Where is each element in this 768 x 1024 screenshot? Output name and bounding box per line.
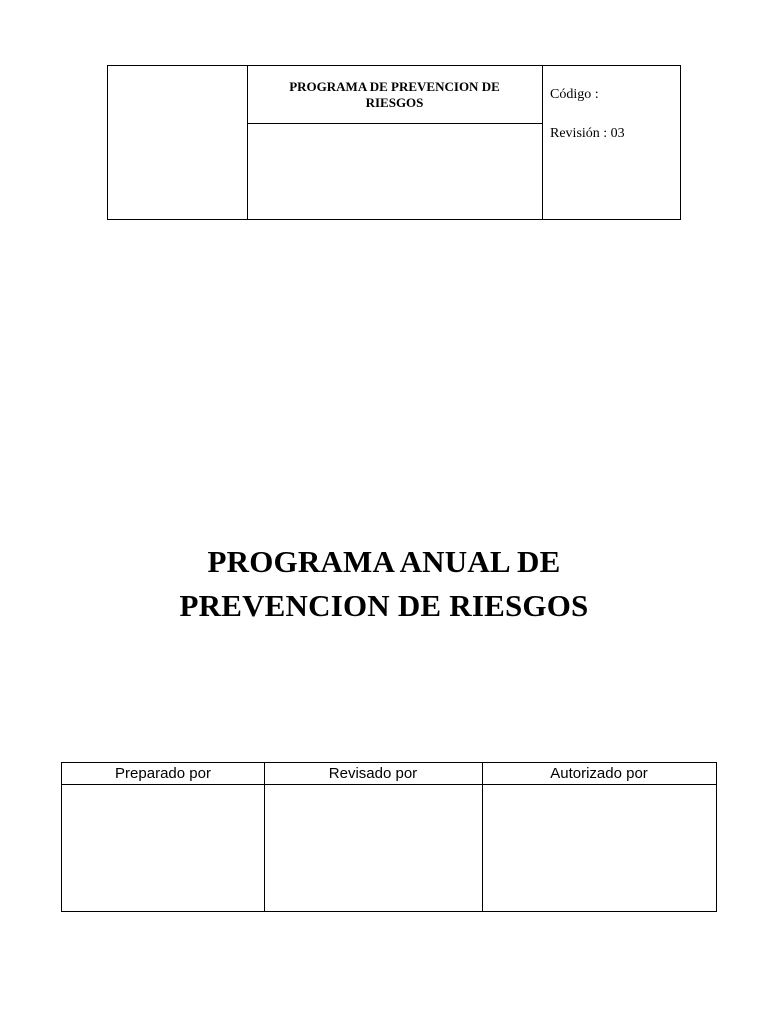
revision-label: Revisión : 03 bbox=[550, 126, 625, 141]
document-title-line2: PREVENCION DE RIESGOS bbox=[179, 588, 589, 623]
program-title: PROGRAMA DE PREVENCION DE RIESGOS bbox=[247, 66, 542, 124]
title-cell bbox=[247, 66, 542, 219]
signature-table bbox=[61, 762, 717, 912]
document-title bbox=[0, 540, 768, 628]
prepared-by-header: Preparado por bbox=[115, 765, 211, 782]
authorized-by-header: Autorizado por bbox=[550, 765, 648, 782]
document-title-line1: PROGRAMA ANUAL DE bbox=[207, 544, 561, 579]
codigo-label: Código : bbox=[550, 87, 599, 102]
meta-cell bbox=[542, 66, 680, 219]
logo-cell bbox=[108, 66, 248, 219]
column-divider bbox=[264, 763, 265, 911]
column-divider bbox=[482, 763, 483, 911]
header-table bbox=[107, 65, 681, 220]
reviewed-by-header: Revisado por bbox=[328, 765, 418, 782]
